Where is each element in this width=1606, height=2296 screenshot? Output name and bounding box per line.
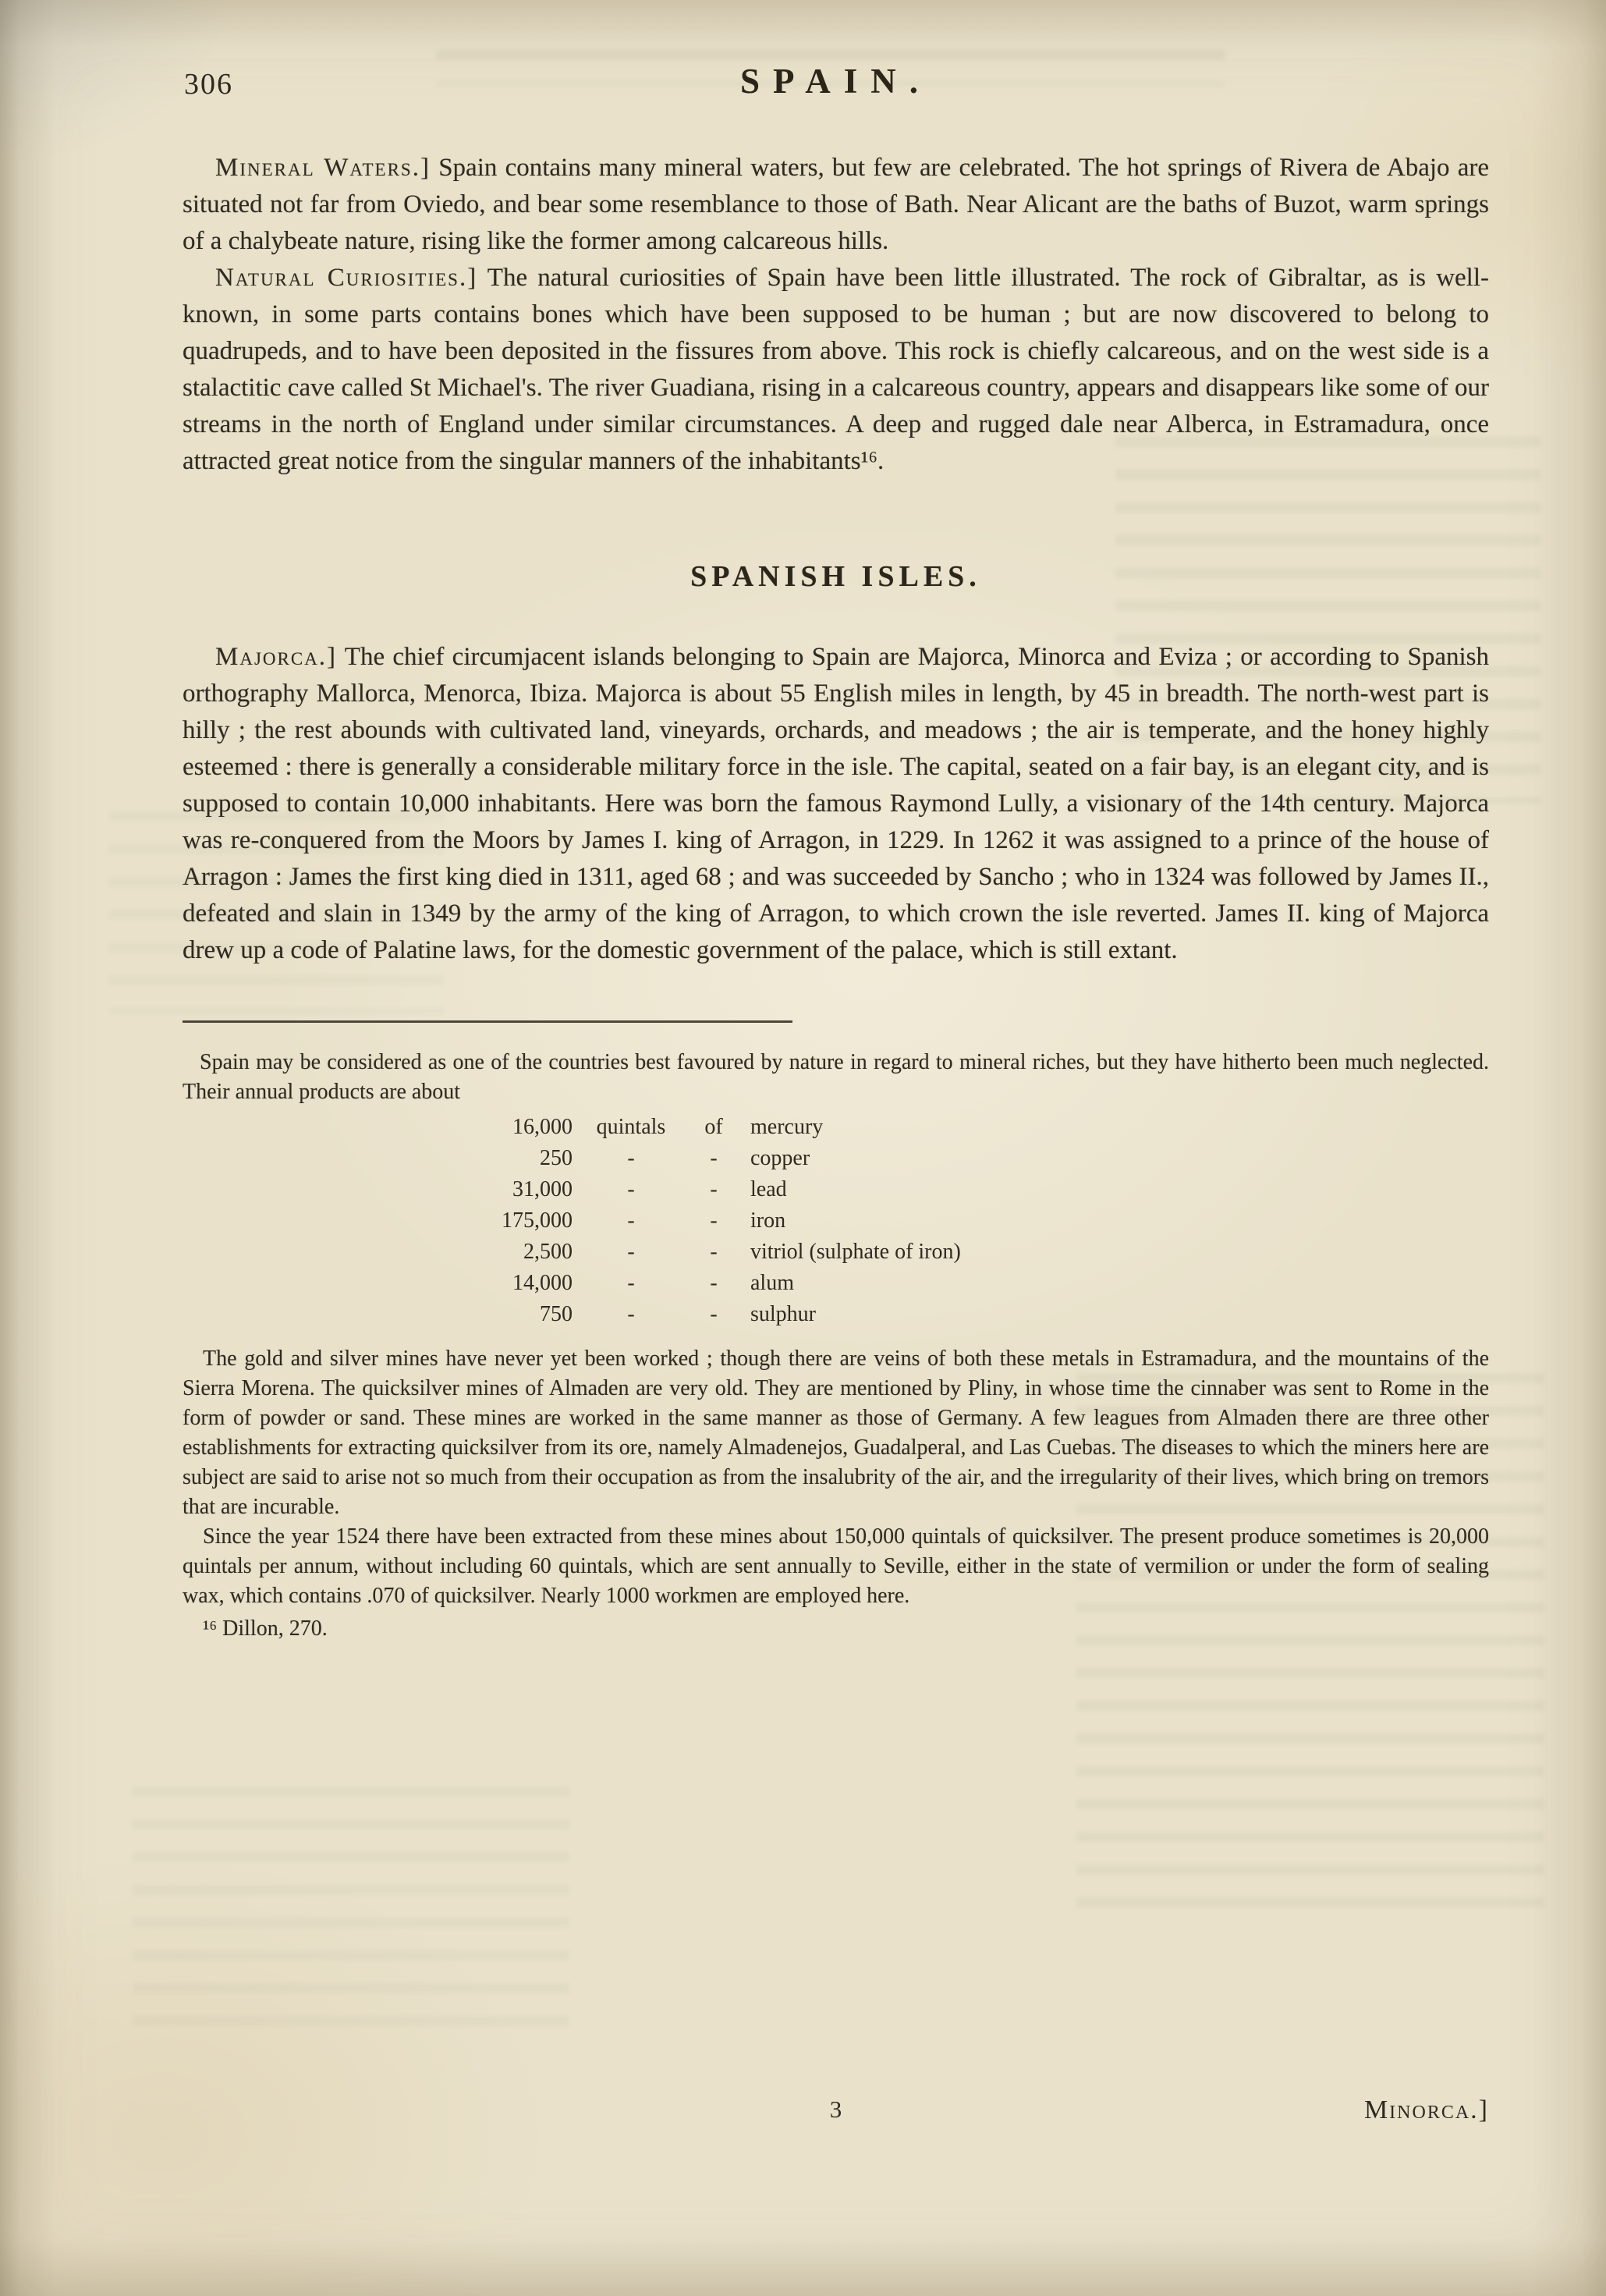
product-qty: 2,500 xyxy=(523,1240,573,1264)
product-unit: - xyxy=(710,1271,718,1295)
paragraph-text: The natural curiosities of Spain have been little illustrated. The rock of Gibraltar, as is well-known, in some parts contains bones which have been supposed to be human ; but are now discovered to belong to quadrupeds, and to have been deposited in the fissures from above. This rock is chiefly calcareous, and on the west side is a stalactitic cave called St Michael's. The river Guadiana, rising in a calcareous country, appears and disappears like some of our streams in the north of England under similar circumstances. A deep and rugged dale near Alberca, in Estramadura, once attracted great notice from the singular manners of the inhabitants¹⁶. xyxy=(183,264,1489,475)
footnote-rule xyxy=(183,1020,792,1023)
section-lead-natural-curiosities: Natural Curiosities.] xyxy=(215,264,478,292)
table-row xyxy=(440,1174,961,1205)
product-unit: of xyxy=(704,1115,723,1139)
mineral-products-table xyxy=(440,1112,961,1330)
footnote-intro: Spain may be considered as one of the countries best favoured by nature in regard to mineral riches, but they have hitherto been much neglected. Their annual products are about xyxy=(183,1050,1489,1104)
product-unit: - xyxy=(710,1208,718,1233)
page-footer xyxy=(183,2095,1489,2136)
paragraph-text: The chief circumjacent islands belonging to Spain are Majorca, Minorca and Eviza ; or according to Spanish orthography Mallorca, Menorca, Ibiza. Majorca is about 55 English miles in length, by 45 in breadth. The north-west part is hilly ; the rest abounds with cultivated land, vineyards, orchards, and meadows ; the air is temperate, and the honey highly esteemed : there is generally a considerable military force in the isle. The capital, seated on a fair bay, is an elegant city, and is supposed to contain 10,000 inhabitants. Here was born the famous Raymond Lully, a visionary of the 14th century. Majorca was re-conquered from the Moors by James I. king of Arragon, in 1229. In 1262 it was assigned to a prince of the house of Arragon : James the first king died in 1311, aged 68 ; and was succeeded by Sancho ; who in 1324 was followed by James II., defeated and slain in 1349 by the army of the king of Arragon, to which crown the isle reverted. James II. king of Majorca drew up a code of Palatine laws, for the domestic government of the palace, which is still extant. xyxy=(183,643,1489,964)
product-qty: 31,000 xyxy=(512,1177,573,1201)
product-unit: - xyxy=(627,1177,635,1201)
page-number: 306 xyxy=(184,68,233,101)
table-row xyxy=(440,1205,961,1237)
table-row xyxy=(440,1299,961,1330)
product-unit: - xyxy=(627,1271,635,1295)
table-row xyxy=(440,1237,961,1268)
product-unit: - xyxy=(627,1208,635,1233)
paragraph-natural-curiosities xyxy=(183,260,1489,480)
footnote-mines-paragraph: The gold and silver mines have never yet been worked ; though there are veins of both these metals in Estramadura, and the mountains of the Sierra Morena. The quicksilver mines of Almaden are very old. They are mentioned by Pliny, in whose time the cinnaber was sent to Rome in the form of powder or sand. These mines are worked in the same manner as those of Germany. A few leagues from Almaden there are three other establishments for extracting quicksilver from its ore, namely Almadenejos, Guadalperal, and Las Cuebas. The diseases to which the miners here are subject are said to arise not so much from their occupation as from the insalubrity of the air, and the irregularity of their lives, which bring on tremors that are incurable. xyxy=(183,1347,1489,1519)
product-qty: 14,000 xyxy=(512,1271,573,1295)
paragraph-majorca xyxy=(183,639,1489,969)
table-row xyxy=(440,1112,961,1143)
product-qty: 750 xyxy=(540,1302,573,1326)
product-unit: - xyxy=(710,1240,718,1264)
table-row xyxy=(440,1268,961,1299)
product-unit: - xyxy=(627,1240,635,1264)
product-name: copper xyxy=(750,1146,810,1170)
product-unit: quintals xyxy=(596,1115,666,1139)
catchword: Minorca.] xyxy=(1363,2095,1489,2124)
product-name: lead xyxy=(750,1177,787,1201)
bleedthrough-texture xyxy=(133,1787,569,2044)
product-unit: - xyxy=(627,1302,635,1326)
product-qty: 175,000 xyxy=(502,1208,573,1233)
signature-mark: 3 xyxy=(829,2095,842,2123)
product-qty: 16,000 xyxy=(512,1115,573,1139)
product-name: iron xyxy=(750,1208,786,1233)
product-name: alum xyxy=(750,1271,794,1295)
product-name: sulphur xyxy=(750,1302,816,1326)
table-row xyxy=(440,1143,961,1174)
page-header xyxy=(183,61,1489,109)
section-lead-majorca: Majorca.] xyxy=(215,643,338,671)
product-unit: - xyxy=(710,1302,718,1326)
product-unit: - xyxy=(627,1146,635,1170)
spanish-isles-heading: SPANISH ISLES. xyxy=(690,560,981,593)
product-name: vitriol (sulphate of iron) xyxy=(750,1240,961,1264)
footnotes-section xyxy=(183,1020,1489,1644)
running-title: SPAIN. xyxy=(740,62,931,101)
paragraph-mineral-waters xyxy=(183,150,1489,260)
product-unit: - xyxy=(710,1146,718,1170)
section-lead-mineral-waters: Mineral Waters.] xyxy=(215,154,431,182)
footnote-citation: ¹⁶ Dillon, 270. xyxy=(203,1616,328,1641)
product-name: mercury xyxy=(750,1115,824,1139)
product-unit: - xyxy=(710,1177,718,1201)
product-qty: 250 xyxy=(540,1146,573,1170)
paragraph-text: Spain contains many mineral waters, but few are celebrated. The hot springs of Rivera de Abajo are situated not far from Oviedo, and bear some resemblance to those of Bath. Near Alicant are the baths of Buzot, warm springs of a chalybeate nature, rising like the former among calcareous hills. xyxy=(183,154,1490,255)
footnote-quicksilver-paragraph: Since the year 1524 there have been extracted from these mines about 150,000 quintals of quicksilver. The present produce sometimes is 20,000 quintals per annum, without including 60 quintals, which are sent annually to Seville, either in the state of vermilion or under the form of sealing wax, which contains .070 of quicksilver. Nearly 1000 workmen are employed here. xyxy=(183,1524,1489,1608)
text-block xyxy=(183,61,1489,1644)
